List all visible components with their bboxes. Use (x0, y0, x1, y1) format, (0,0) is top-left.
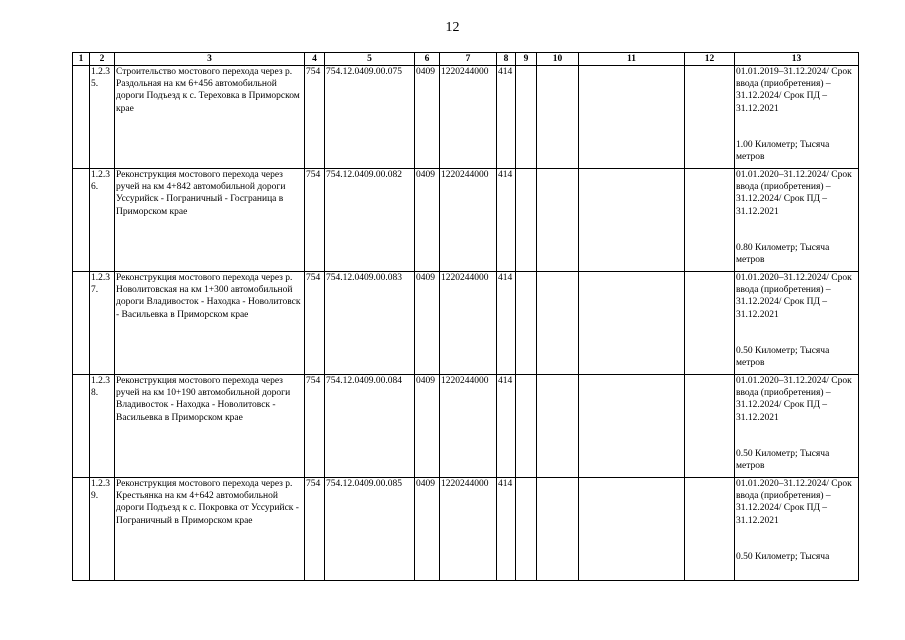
cell-col4: 754 (305, 66, 325, 169)
cell-col11 (579, 478, 685, 581)
measure-text: 0.50 Километр; Тысяча (736, 551, 830, 562)
column-header: 7 (440, 53, 497, 66)
column-header: 5 (325, 53, 415, 66)
cell-col12 (685, 375, 735, 478)
column-header: 9 (516, 53, 537, 66)
cell-col11 (579, 272, 685, 375)
table-row (73, 375, 859, 478)
row-number: 1.2.3 7. (90, 272, 115, 375)
measure-text: 1.00 Километр; Тысяча метров (736, 139, 830, 163)
cell-col5: 754.12.0409.00.085 (325, 478, 415, 581)
period-text: 01.01.2020–31.12.2024/ Срок ввода (приобретения) – 31.12.2024/ Срок ПД – 31.12.2021 (736, 376, 852, 423)
object-name: Реконструкция мостового перехода через р. Крестьянка на км 4+642 автомобильной дороги Подъезд к с. Покровка от Уссурийск - Пограничный в Приморском крае (115, 478, 305, 581)
header-row (73, 53, 859, 66)
cell-col13 (735, 66, 859, 169)
measure-text: 0.50 Километр; Тысяча метров (736, 345, 830, 369)
column-header: 8 (497, 53, 516, 66)
row-number: 1.2.3 6. (90, 169, 115, 272)
period-text: 01.01.2019–31.12.2024/ Срок ввода (приобретения) – 31.12.2024/ Срок ПД – 31.12.2021 (736, 67, 852, 114)
table-row (73, 66, 859, 169)
cell-col6: 0409 (415, 375, 440, 478)
cell-col10 (537, 169, 579, 272)
table-row (73, 272, 859, 375)
empty-cell (73, 375, 90, 478)
cell-col13 (735, 169, 859, 272)
cell-col8: 414 (497, 169, 516, 272)
cell-col13 (735, 375, 859, 478)
column-header: 2 (90, 53, 115, 66)
cell-col6: 0409 (415, 66, 440, 169)
empty-cell (73, 478, 90, 581)
column-header: 12 (685, 53, 735, 66)
cell-col11 (579, 375, 685, 478)
cell-col7: 1220244000 (440, 478, 497, 581)
cell-col8: 414 (497, 478, 516, 581)
table-row (73, 169, 859, 272)
cell-col7: 1220244000 (440, 272, 497, 375)
row-number: 1.2.3 8. (90, 375, 115, 478)
cell-col8: 414 (497, 375, 516, 478)
empty-cell (73, 169, 90, 272)
cell-col8: 414 (497, 66, 516, 169)
object-name: Строительство мостового перехода через р. Раздольная на км 6+456 автомобильной дороги Подъезд к с. Тереховка в Приморском крае (115, 66, 305, 169)
cell-col9 (516, 375, 537, 478)
period-text: 01.01.2020–31.12.2024/ Срок ввода (приобретения) – 31.12.2024/ Срок ПД – 31.12.2021 (736, 273, 852, 320)
cell-col12 (685, 66, 735, 169)
cell-col5: 754.12.0409.00.083 (325, 272, 415, 375)
cell-col9 (516, 478, 537, 581)
cell-col6: 0409 (415, 478, 440, 581)
cell-col6: 0409 (415, 169, 440, 272)
cell-col5: 754.12.0409.00.082 (325, 169, 415, 272)
cell-col7: 1220244000 (440, 169, 497, 272)
cell-col13 (735, 478, 859, 581)
cell-col12 (685, 169, 735, 272)
cell-col11 (579, 169, 685, 272)
object-name: Реконструкция мостового перехода через ручей на км 10+190 автомобильной дороги Владивосток - Находка - Новолитовск - Васильевка в Приморском крае (115, 375, 305, 478)
object-name: Реконструкция мостового перехода через ручей на км 4+842 автомобильной дороги Уссурийск - Пограничный - Госграница в Приморском крае (115, 169, 305, 272)
cell-col5: 754.12.0409.00.075 (325, 66, 415, 169)
data-table (72, 52, 859, 581)
cell-col4: 754 (305, 272, 325, 375)
cell-col5: 754.12.0409.00.084 (325, 375, 415, 478)
cell-col10 (537, 272, 579, 375)
column-header: 10 (537, 53, 579, 66)
cell-col7: 1220244000 (440, 375, 497, 478)
cell-col10 (537, 478, 579, 581)
cell-col9 (516, 169, 537, 272)
table-row (73, 478, 859, 581)
empty-cell (73, 272, 90, 375)
row-number: 1.2.3 5. (90, 66, 115, 169)
cell-col13 (735, 272, 859, 375)
cell-col4: 754 (305, 478, 325, 581)
cell-col4: 754 (305, 375, 325, 478)
column-header: 3 (115, 53, 305, 66)
cell-col12 (685, 478, 735, 581)
column-header: 6 (415, 53, 440, 66)
measure-text: 0.80 Километр; Тысяча метров (736, 242, 830, 266)
cell-col12 (685, 272, 735, 375)
period-text: 01.01.2020–31.12.2024/ Срок ввода (приобретения) – 31.12.2024/ Срок ПД – 31.12.2021 (736, 479, 852, 526)
empty-cell (73, 66, 90, 169)
cell-col7: 1220244000 (440, 66, 497, 169)
cell-col11 (579, 66, 685, 169)
column-header: 4 (305, 53, 325, 66)
row-number: 1.2.3 9. (90, 478, 115, 581)
period-text: 01.01.2020–31.12.2024/ Срок ввода (приобретения) – 31.12.2024/ Срок ПД – 31.12.2021 (736, 170, 852, 217)
object-name: Реконструкция мостового перехода через р. Новолитовская на км 1+300 автомобильной дороги Владивосток - Находка - Новолитовск - Васильевка в Приморском крае (115, 272, 305, 375)
cell-col9 (516, 272, 537, 375)
cell-col10 (537, 66, 579, 169)
column-header: 1 (73, 53, 90, 66)
measure-text: 0.50 Километр; Тысяча метров (736, 448, 830, 472)
column-header: 11 (579, 53, 685, 66)
cell-col10 (537, 375, 579, 478)
cell-col8: 414 (497, 272, 516, 375)
cell-col6: 0409 (415, 272, 440, 375)
page-number: 12 (445, 20, 460, 35)
cell-col4: 754 (305, 169, 325, 272)
column-header: 13 (735, 53, 859, 66)
cell-col9 (516, 66, 537, 169)
